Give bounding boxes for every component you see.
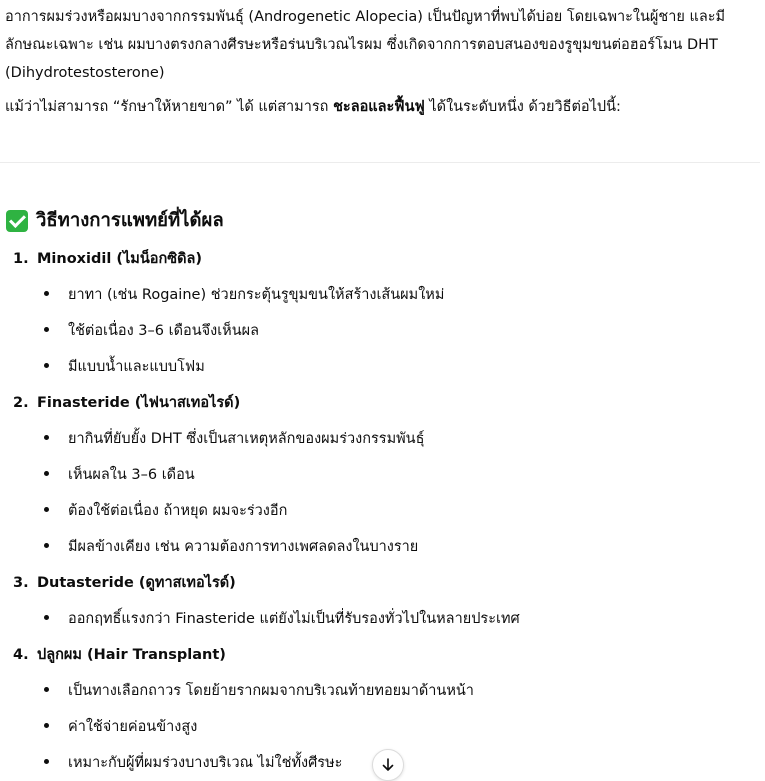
list-item-heading: Finasteride (ไฟนาสเทอไรด์) — [37, 395, 241, 411]
list-item-bullet: ใช้ต่อเนื่อง 3–6 เดือนจึงเห็นผล — [48, 319, 259, 342]
section-title: วิธีทางการแพทย์ที่ได้ผล — [36, 210, 224, 231]
intro-paragraph: อาการผมร่วงหรือผมบางจากกรรมพันธุ์ (Androgenetic Alopecia) เป็นปัญหาที่พบได้บ่อย โดยเฉพาะในผู้ชาย และมีลักษณะเฉพาะ เช่น ผมบางตรงกลางศีรษะหรือร่นบริเวณไรผม ซึ่งเกิดจากการตอบสนองของรูขุมขนต่อฮอร์โมน DHT (Dihydrotestosterone) — [5, 9, 726, 81]
list-item-bullet: มีแบบน้ำและแบบโฟม — [48, 355, 205, 378]
list-item-bullet: ยาทา (เช่น Rogaine) ช่วยกระตุ้นรูขุมขนให้สร้างเส้นผมใหม่ — [48, 283, 444, 306]
list-item-title — [13, 247, 202, 270]
intro-text-bold: ชะลอและฟื้นฟู — [333, 99, 425, 115]
section-heading — [6, 206, 224, 235]
list-item-bullet: เป็นทางเลือกถาวร โดยย้ายรากผมจากบริเวณท้ายทอยมาด้านหน้า — [48, 679, 474, 702]
list-item-bullet: ต้องใช้ต่อเนื่อง ถ้าหยุด ผมจะร่วงอีก — [48, 499, 287, 522]
list-item-bullet: ยากินที่ยับยั้ง DHT ซึ่งเป็นสาเหตุหลักของผมร่วงกรรมพันธุ์ — [48, 427, 424, 450]
list-item-heading: Dutasteride (ดูทาสเทอไรด์) — [37, 575, 236, 591]
list-item-bullet: เหมาะกับผู้ที่ผมร่วงบางบริเวณ ไม่ใช่ทั้งศีรษะ — [48, 751, 342, 774]
intro-text-start: แม้ว่าไม่สามารถ “รักษาให้หายขาด” ได้ แต่สามารถ — [5, 99, 334, 115]
intro-paragraph-2 — [5, 93, 755, 121]
list-item-bullet: เห็นผลใน 3–6 เดือน — [48, 463, 195, 486]
intro-text-end: ได้ในระดับหนึ่ง ด้วยวิธีต่อไปนี้: — [424, 99, 621, 115]
message-content — [5, 0, 755, 121]
list-item-number: 3. — [13, 575, 29, 591]
scroll-to-bottom-button[interactable] — [372, 749, 404, 781]
list-item-bullet: มีผลข้างเคียง เช่น ความต้องการทางเพศลดลงในบางราย — [48, 535, 418, 558]
list-item-heading: ปลูกผม (Hair Transplant) — [37, 647, 226, 663]
list-item-number: 4. — [13, 647, 29, 663]
list-item-number: 2. — [13, 395, 29, 411]
list-item-number: 1. — [13, 251, 29, 267]
list-item-bullet: ออกฤทธิ์แรงกว่า Finasteride แต่ยังไม่เป็นที่รับรองทั่วไปในหลายประเทศ — [48, 607, 520, 630]
check-mark-button-icon — [6, 210, 28, 232]
list-item-heading: Minoxidil (ไมน็อกซิดิล) — [37, 251, 203, 267]
list-item-bullet: ค่าใช้จ่ายค่อนข้างสูง — [48, 715, 197, 738]
list-item-title — [13, 391, 240, 414]
section-divider — [0, 162, 760, 163]
list-item-title — [13, 571, 236, 594]
list-item-title — [13, 643, 226, 666]
arrow-down-icon — [380, 757, 396, 773]
